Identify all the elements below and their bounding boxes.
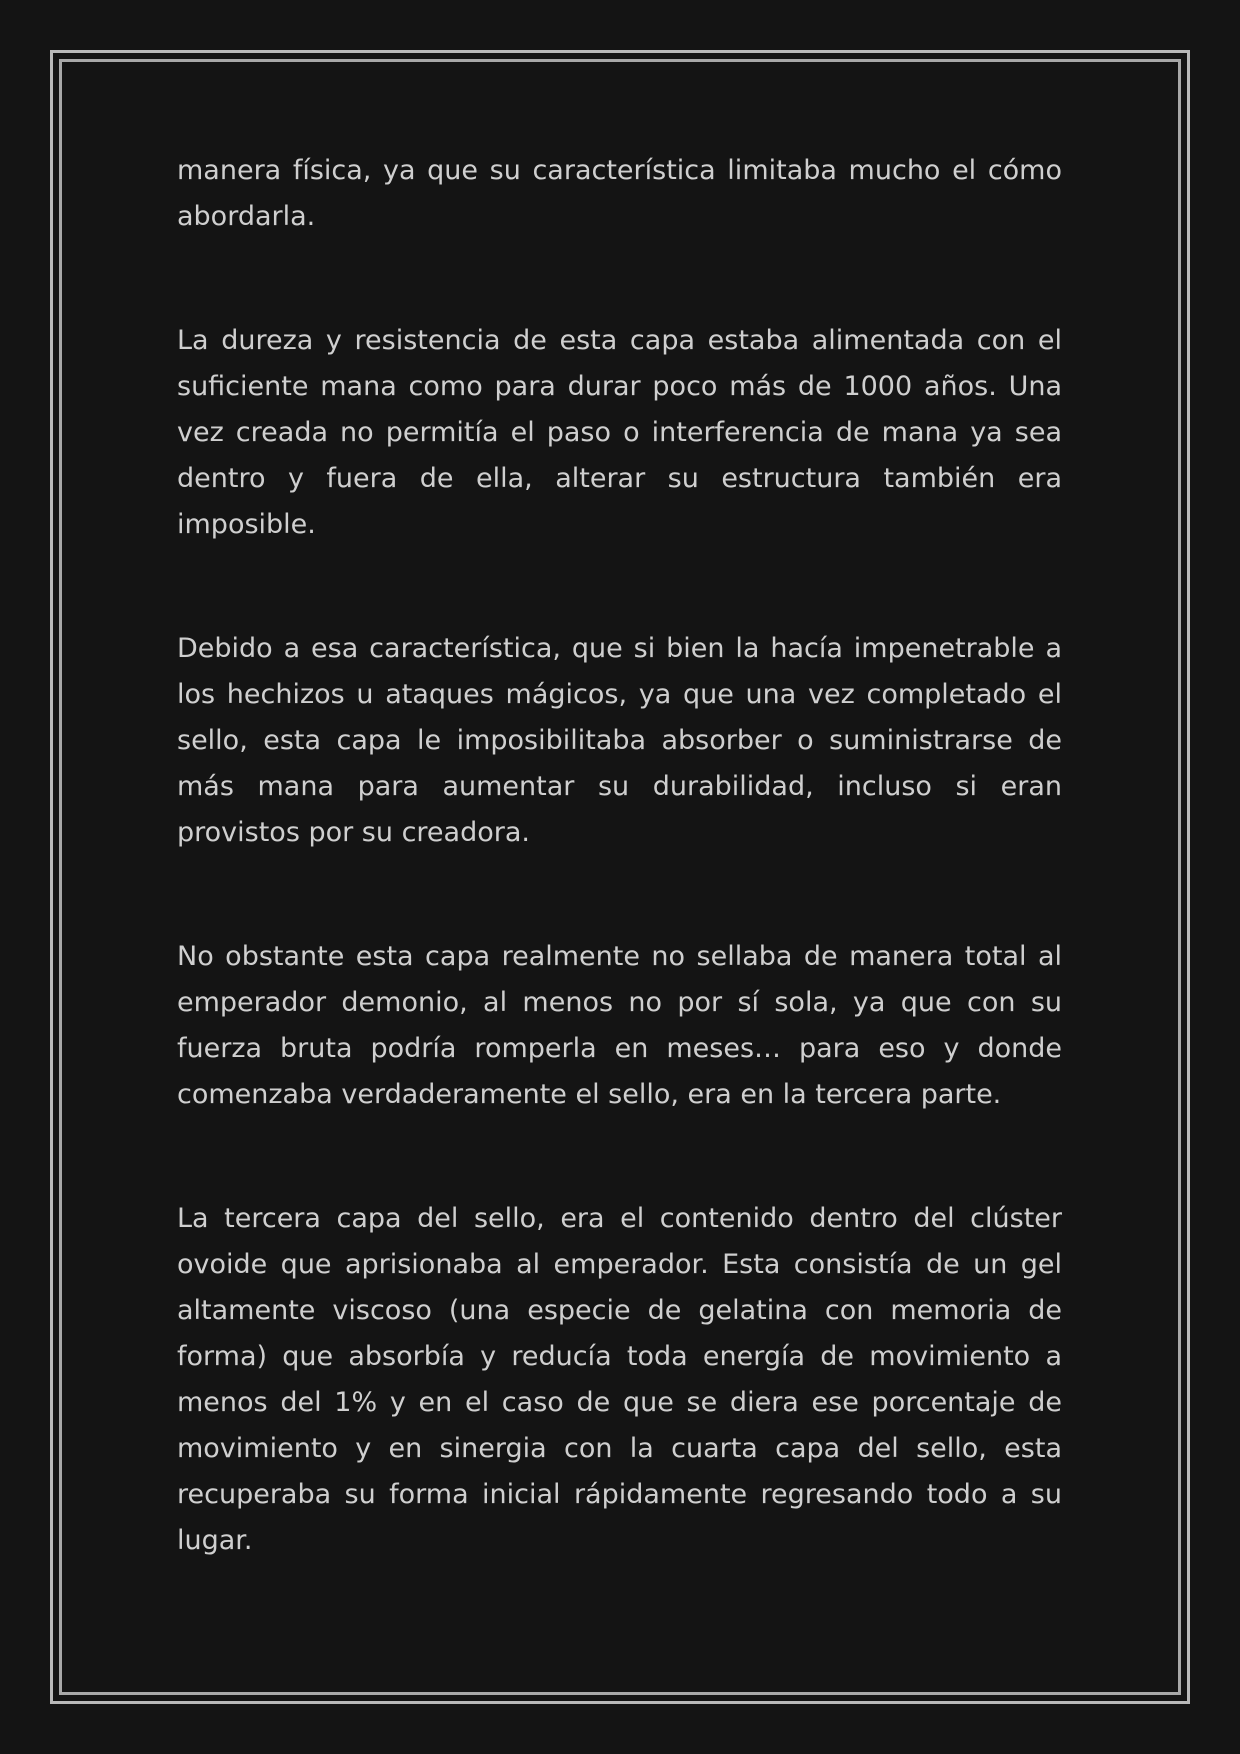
- document-body: [177, 148, 1062, 1642]
- paragraph-5: La tercera capa del sello, era el contenido dentro del clúster ovoide que aprisionaba al emperador. Esta consistía de un gel altamente viscoso (una especie de gelatina con memoria de forma) que absorbía y reducía toda energía de movimiento a menos del 1% y en el caso de que se diera ese porcentaje de movimiento y en sinergia con la cuarta capa del sello, esta recuperaba su forma inicial rápidamente regresando todo a su lugar.: [177, 1203, 1062, 1556]
- paragraph-4: No obstante esta capa realmente no sellaba de manera total al emperador demonio, al menos no por sí sola, ya que con su fuerza bruta podría romperla en meses… para eso y donde comenzaba verdaderamente el sello, era en la tercera parte.: [177, 941, 1062, 1110]
- paragraph-2: La dureza y resistencia de esta capa estaba alimentada con el suficiente mana como para durar poco más de 1000 años. Una vez creada no permitía el paso o interferencia de mana ya sea dentro y fuera de ella, alterar su estructura también era imposible.: [177, 325, 1062, 540]
- paragraph-1: manera física, ya que su característica limitaba mucho el cómo abordarla.: [177, 155, 1062, 232]
- paragraph-3: Debido a esa característica, que si bien la hacía impenetrable a los hechizos u ataques mágicos, ya que una vez completado el sello, esta capa le imposibilitaba absorber o suministrarse de más mana para aumentar su durabilidad, incluso si eran provistos por su creadora.: [177, 633, 1062, 848]
